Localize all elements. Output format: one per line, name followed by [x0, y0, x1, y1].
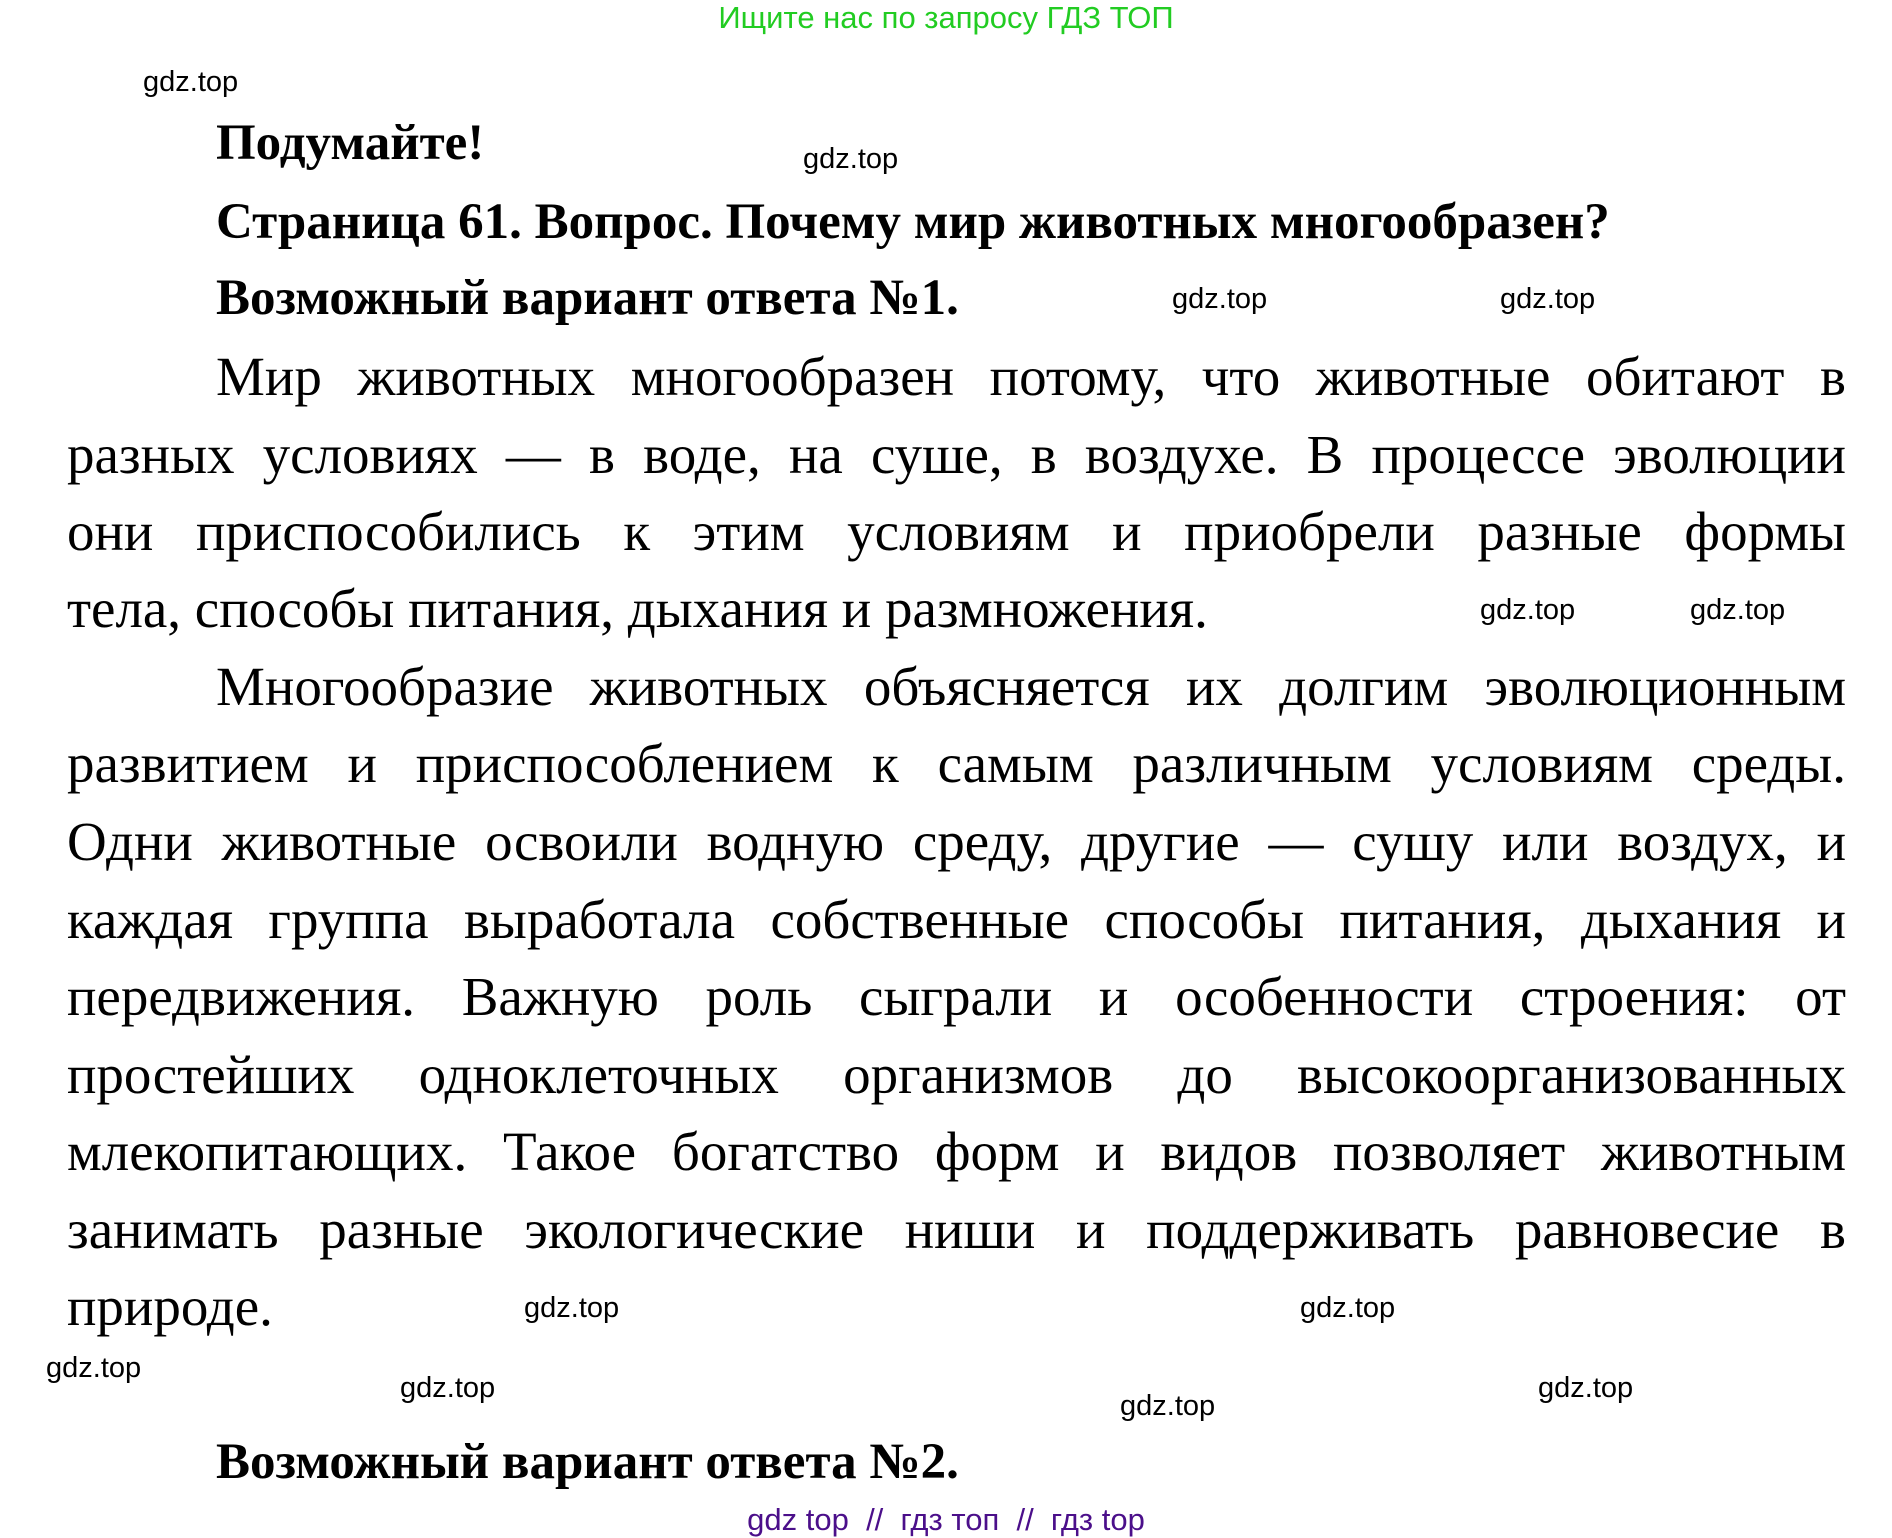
text-line: Мир животных многообразен потому, что животные обитают в [216, 346, 1846, 407]
question-title: Страница 61. Вопрос. Почему мир животных многообразен? [216, 194, 1610, 250]
text-line: они приспособились к этим условиям и приобрели разные формы [67, 501, 1846, 562]
text-line: природе. [67, 1276, 273, 1337]
heading-think: Подумайте! [216, 115, 485, 171]
text-line: тела, способы питания, дыхания и размножения. [67, 578, 1208, 639]
text-line: разных условиях — в воде, на суше, в воздухе. В процессе эволюции [67, 424, 1846, 485]
watermark: gdz.top [1500, 283, 1596, 315]
search-banner: Ищите нас по запросу ГДЗ ТОП [718, 0, 1174, 35]
watermark: gdz.top [1300, 1292, 1396, 1324]
text-line: развитием и приспособлением к самым различным условиям среды. [67, 733, 1846, 794]
text-line: млекопитающих. Такое богатство форм и видов позволяет животным [67, 1121, 1846, 1182]
watermark: gdz.top [1538, 1372, 1634, 1404]
footer-watermark: gdz top // гдз топ // гдз top [747, 1502, 1145, 1537]
text-line: занимать разные экологические ниши и поддерживать равновесие в [67, 1199, 1846, 1260]
answer-1-title: Возможный вариант ответа №1. [216, 270, 959, 326]
watermark: gdz.top [1480, 594, 1576, 626]
watermark: gdz.top [1690, 594, 1786, 626]
watermark: gdz.top [46, 1352, 142, 1384]
text-line: простейших одноклеточных организмов до высокоорганизованных [67, 1044, 1846, 1105]
watermark: gdz.top [400, 1372, 496, 1404]
text-line: каждая группа выработала собственные способы питания, дыхания и [67, 889, 1846, 950]
answer-2-title: Возможный вариант ответа №2. [216, 1434, 959, 1490]
text-line: передвижения. Важную роль сыграли и особенности строения: от [67, 966, 1846, 1027]
watermark: gdz.top [803, 143, 899, 175]
text-line: Многообразие животных объясняется их долгим эволюционным [216, 656, 1846, 717]
watermark: gdz.top [143, 66, 239, 98]
watermark: gdz.top [1120, 1390, 1216, 1422]
watermark: gdz.top [1172, 283, 1268, 315]
text-line: Одни животные освоили водную среду, другие — сушу или воздух, и [67, 811, 1846, 872]
watermark: gdz.top [524, 1292, 620, 1324]
